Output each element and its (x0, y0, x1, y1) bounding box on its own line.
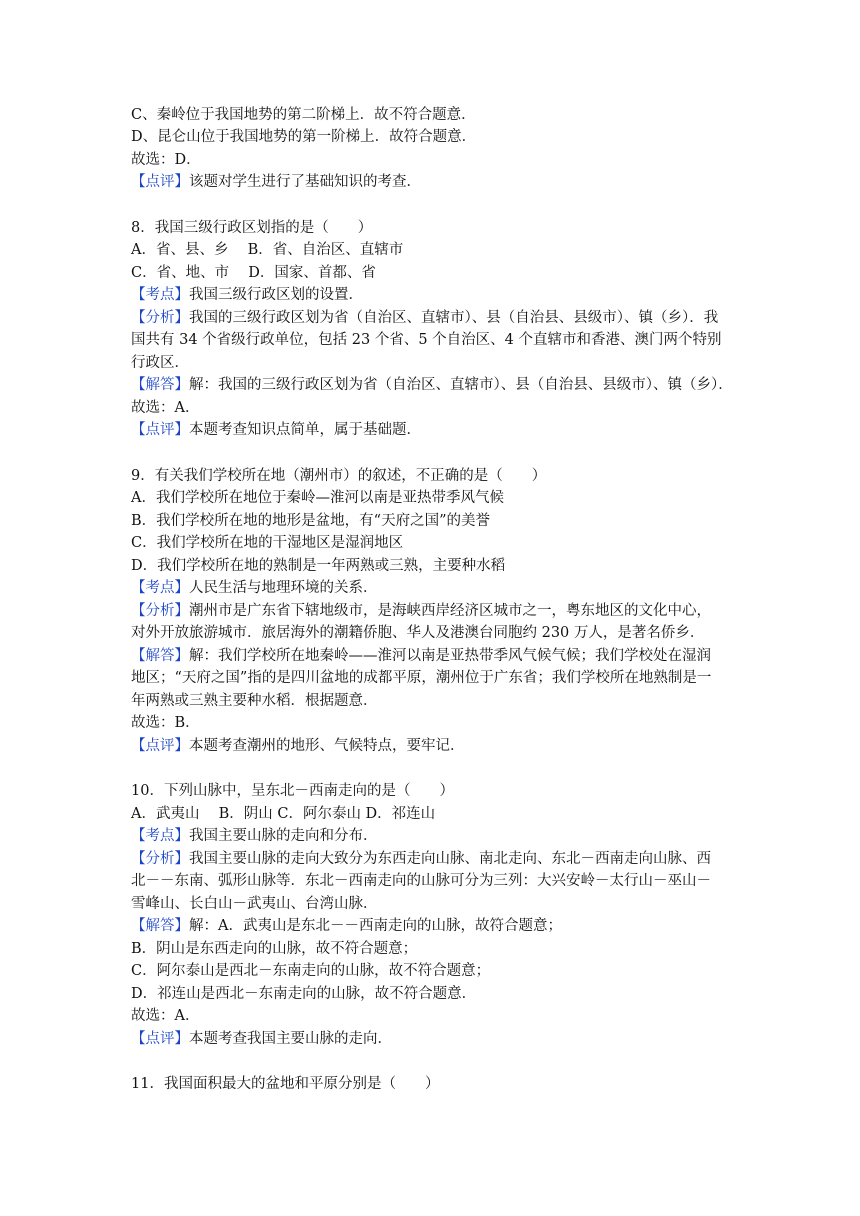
tag-label: 【点评】 (131, 174, 189, 190)
text-line: D．祁连山是西北－东南走向的山脉，故不符合题意． (131, 986, 477, 1002)
text-line: 北－－东南、弧形山脉等．东北－西南走向的山脉可分为三列：大兴安岭－太行山－巫山－ (131, 873, 711, 889)
tag-label: 【考点】 (131, 287, 189, 303)
option-line: C．省、地、市 D．国家、首都、省 (131, 265, 376, 281)
comment-line: 【点评】本题考查潮州的地形、气候特点，要牢记． (131, 738, 465, 754)
text-line: 行政区． (131, 355, 189, 371)
fenxi-line: 【分析】我国主要山脉的走向大致分为东西走向山脉、南北走向、东北－西南走向山脉、西 (131, 851, 711, 867)
text-line: 年两熟或三熟主要种水稻．根据题意． (131, 693, 378, 709)
jieda-line: 【解答】解：A．武夷山是东北－－西南走向的山脉，故符合题意； (131, 918, 562, 934)
text-line: C．阿尔泰山是西北－东南走向的山脉，故不符合题意； (131, 963, 491, 979)
text-line: 故选：A． (131, 1008, 200, 1024)
option-line: B．我们学校所在地的地形是盆地，有“天府之国”的美誉 (131, 513, 490, 529)
option-line: D．我们学校所在地的熟制是一年两熟或三熟，主要种水稻 (131, 558, 506, 574)
text-line: 故选：D． (131, 152, 201, 168)
fenxi-line: 【分析】潮州市是广东省下辖地级市，是海峡西岸经济区城市之一，粤东地区的文化中心， (131, 603, 711, 619)
tag-label: 【分析】 (131, 310, 189, 326)
question-title: 11．我国面积最大的盆地和平原分别是（ ） (131, 1076, 440, 1092)
comment-line: 【点评】本题考查我国主要山脉的走向． (131, 1031, 392, 1047)
jieda-line: 【解答】解：我们学校所在地秦岭——淮河以南是亚热带季风气候气候；我们学校处在湿润 (131, 648, 711, 664)
text-line: 故选：A． (131, 400, 200, 416)
tag-label: 【点评】 (131, 422, 189, 438)
question-title: 9．有关我们学校所在地（潮州市）的叙述，不正确的是（ ） (131, 468, 547, 484)
tag-label: 【分析】 (131, 603, 189, 619)
tag-label: 【点评】 (131, 1031, 189, 1047)
text-line: C、秦岭位于我国地势的第二阶梯上．故不符合题意． (131, 107, 476, 123)
question-title: 8．我国三级行政区划指的是（ ） (131, 220, 373, 236)
kaodian-line: 【考点】我国三级行政区划的设置． (131, 287, 363, 303)
tag-label: 【解答】 (131, 918, 189, 934)
option-line: C．我们学校所在地的干湿地区是湿润地区 (131, 535, 404, 551)
text-line: B．阴山是东西走向的山脉，故不符合题意； (131, 941, 418, 957)
option-line: A．我们学校所在地位于秦岭—淮河以南是亚热带季风气候 (131, 490, 504, 506)
comment-line: 【点评】本题考查知识点简单，属于基础题． (131, 422, 421, 438)
text-line: 雪峰山、长白山－武夷山、台湾山脉． (131, 896, 378, 912)
tag-label: 【点评】 (131, 738, 189, 754)
text-line: D、昆仑山位于我国地势的第一阶梯上．故符合题意． (131, 129, 477, 145)
comment-line: 【点评】该题对学生进行了基础知识的考查． (131, 174, 421, 190)
text-line: 地区；“天府之国”指的是四川盆地的成都平原，潮州位于广东省；我们学校所在地熟制是一 (131, 670, 712, 686)
text-line: 国共有 34 个省级行政单位，包括 23 个省、5 个自治区、4 个直辖市和香港、澳门两个特别 (131, 332, 722, 348)
tag-label: 【分析】 (131, 851, 189, 867)
text-line: 故选：B． (131, 715, 200, 731)
text-line: 对外开放旅游城市．旅居海外的潮籍侨胞、华人及港澳台同胞约 230 万人，是著名侨乡． (131, 625, 705, 641)
option-line: A．武夷山 B．阴山 C．阿尔泰山 D．祁连山 (131, 806, 436, 822)
fenxi-line: 【分析】我国的三级行政区划为省（自治区、直辖市）、县（自治县、县级市）、镇（乡）．我 (131, 310, 719, 326)
kaodian-line: 【考点】人民生活与地理环境的关系． (131, 580, 378, 596)
tag-label: 【解答】 (131, 377, 189, 393)
question-title: 10．下列山脉中，呈东北－西南走向的是（ ） (131, 783, 454, 799)
tag-label: 【解答】 (131, 648, 189, 664)
jieda-line: 【解答】解：我国的三级行政区划为省（自治区、直辖市）、县（自治县、县级市）、镇（乡）． (131, 377, 733, 393)
tag-label: 【考点】 (131, 828, 189, 844)
option-line: A．省、县、乡 B．省、自治区、直辖市 (131, 242, 404, 258)
tag-label: 【考点】 (131, 580, 189, 596)
kaodian-line: 【考点】我国主要山脉的走向和分布． (131, 828, 378, 844)
